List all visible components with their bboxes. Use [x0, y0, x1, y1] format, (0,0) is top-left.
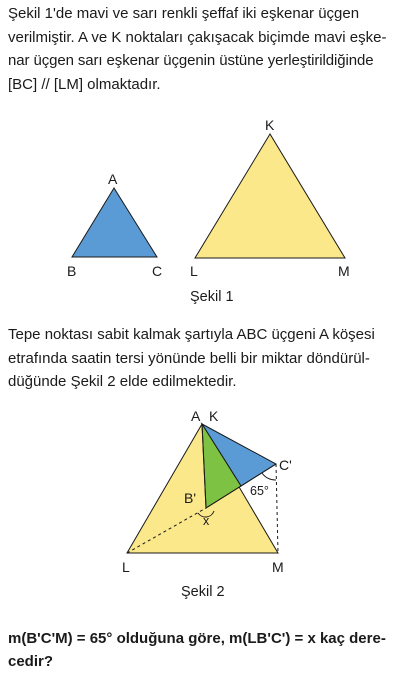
label-l: L: [190, 263, 198, 279]
label-a: A: [108, 171, 118, 187]
figure-1-caption: Şekil 1: [190, 289, 234, 305]
figure-1: [67, 117, 350, 279]
label-c-prime: C': [279, 457, 292, 473]
rotation-line: etrafında saatin tersi yönünde belli bir miktar döndürül-: [8, 349, 370, 367]
question-line: cedir?: [8, 653, 54, 670]
label-k-2: K: [209, 408, 219, 424]
label-l-2: L: [122, 559, 130, 575]
label-x: x: [203, 514, 210, 528]
label-b: B: [67, 263, 77, 279]
label-k: K: [265, 117, 275, 133]
question: [8, 627, 410, 673]
label-c: C: [152, 263, 163, 279]
blue-triangle-abc: [72, 188, 157, 257]
intro-line: nar üçgen sarı eşkenar üçgenin üstüne yerleştirildiğinde: [8, 52, 374, 69]
label-b-prime: B': [184, 490, 197, 506]
angle-65-arc: [262, 473, 276, 480]
rotation-paragraph: [8, 323, 408, 394]
figure-2-caption: Şekil 2: [181, 584, 225, 600]
rotation-line: düğünde Şekil 2 elde edilmektedir.: [8, 373, 237, 390]
label-a-2: A: [191, 408, 201, 424]
label-m-2: M: [272, 559, 284, 575]
dashed-c-prime-m: [276, 464, 278, 553]
intro-line: verilmiştir. A ve K noktaları çakışacak biçimde mavi eşke-: [8, 28, 387, 46]
label-m: M: [338, 263, 350, 279]
intro-line: [BC] // [LM] olmaktadır.: [8, 75, 161, 93]
figure-2: [122, 408, 292, 575]
question-line: m(B'C'M) = 65° olduğuna göre, m(LB'C') = x kaç dere-: [8, 630, 386, 647]
intro-line: Şekil 1'de mavi ve sarı renkli şeffaf iki eşkenar üçgen: [8, 5, 360, 22]
label-65-degrees: 65°: [250, 484, 269, 498]
yellow-triangle-klm: [195, 134, 345, 258]
rotation-line: Tepe noktası sabit kalmak şartıyla ABC üçgeni A köşesi: [8, 326, 375, 343]
